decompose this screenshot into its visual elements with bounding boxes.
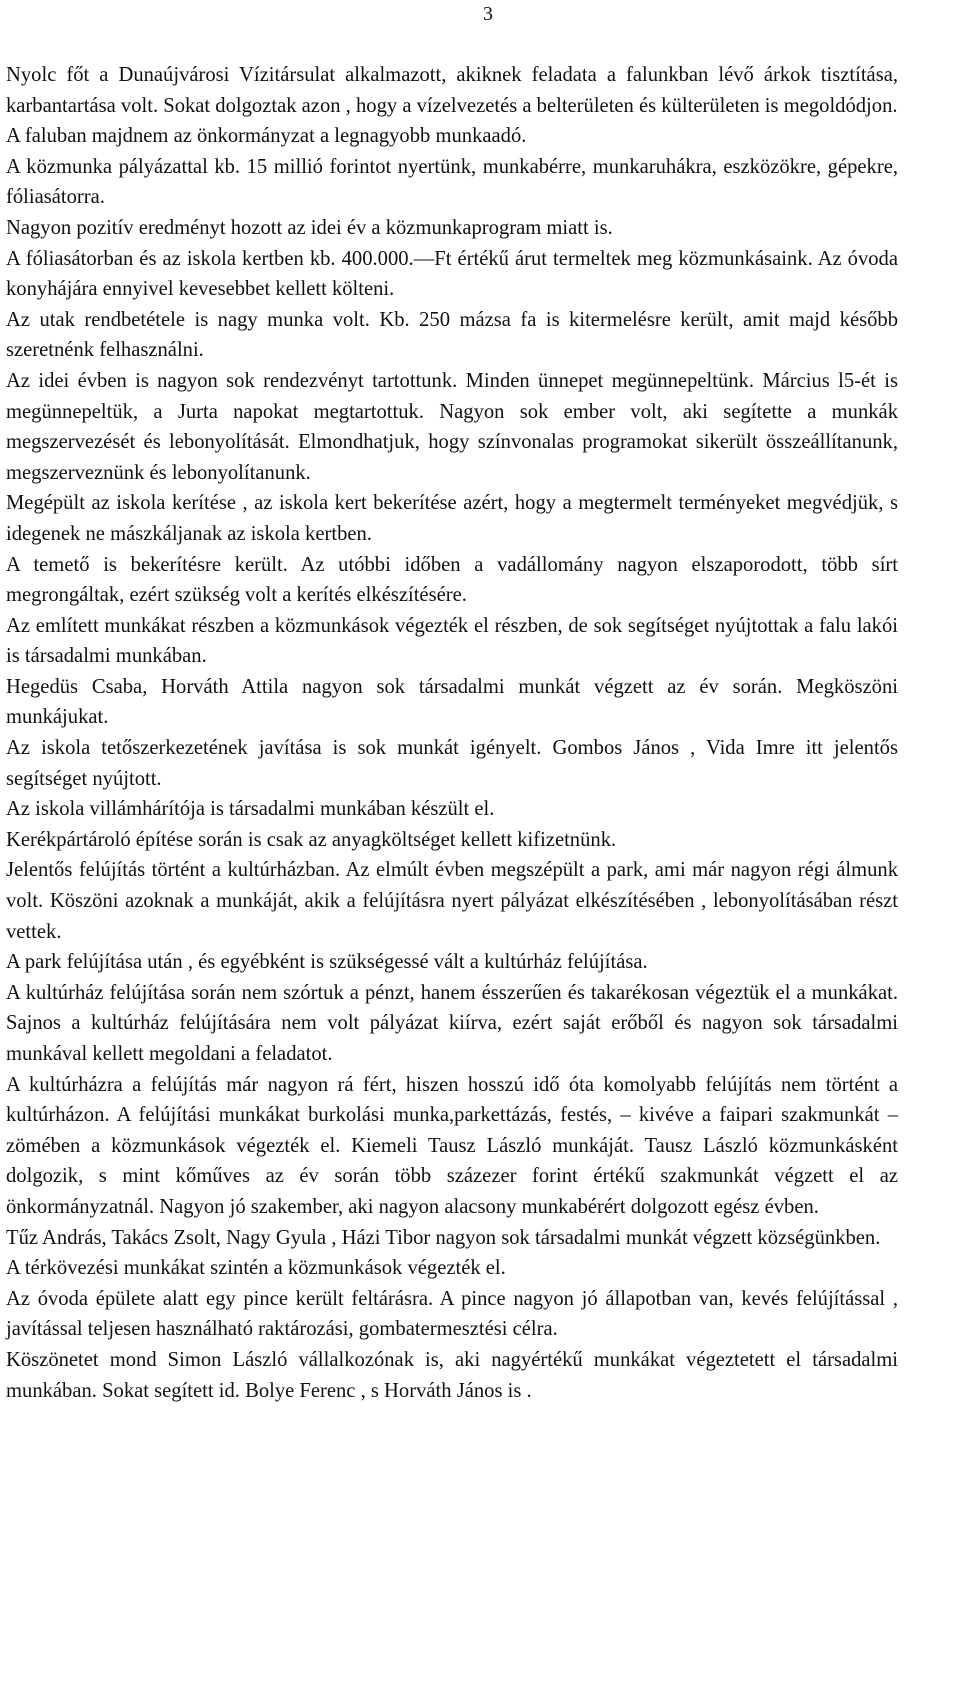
paragraph: Az óvoda épülete alatt egy pince került feltárásra. A pince nagyon jó állapotban van, kevés felújítással , javítással teljesen használható raktározási, gombatermesztési célra. [6, 1287, 898, 1341]
paragraph: A temető is bekerítésre került. Az utóbbi időben a vadállomány nagyon elszaporodott, több sírt megrongáltak, ezért szükség volt a kerítés elkészítésére. [6, 553, 898, 607]
paragraph: A térkövezési munkákat szintén a közmunkások végezték el. [6, 1257, 506, 1280]
paragraph: Jelentős felújítás történt a kultúrházban. Az elmúlt évben megszépült a park, ami már nagyon régi álmunk volt. Köszöni azoknak a munkáját, akik a felújításra nyert pályázat elkészítésében , lebonyolításában részt vettek. [6, 859, 898, 943]
paragraph: Nagyon pozitív eredményt hozott az idei év a közmunkaprogram miatt is. [6, 216, 613, 239]
paragraph: Nyolc főt a Dunaújvárosi Vízitársulat alkalmazott, akiknek feladata a falunkban lévő árkok tisztítása, karbantartása volt. Sokat dolgoztak azon , hogy a vízelvezetés a belterületen és külterületen is megoldódjon. [6, 64, 898, 117]
paragraph: Tűz András, Takács Zsolt, Nagy Gyula , Házi Tibor nagyon sok társadalmi munkát végzett községünkben. [6, 1226, 881, 1249]
paragraph: Hegedüs Csaba, Horváth Attila nagyon sok társadalmi munkát végzett az év során. Megköszöni munkájukat. [6, 675, 898, 729]
paragraph: A faluban majdnem az önkormányzat a legnagyobb munkaadó. [6, 125, 527, 148]
paragraph: Köszönetet mond Simon László vállalkozónak is, aki nagyértékű munkákat végeztetett el társadalmi munkában. Sokat segített id. Bolye Ferenc , s Horváth János is . [6, 1348, 898, 1402]
paragraph: Az utak rendbetétele is nagy munka volt. Kb. 250 mázsa fa is kitermelésre került, amit majd később szeretnénk felhasználni. [6, 308, 898, 362]
document-body [6, 60, 898, 1406]
paragraph: Az említett munkákat részben a közmunkások végezték el részben, de sok segítséget nyújtottak a falu lakói is társadalmi munkában. [6, 614, 898, 668]
paragraph: A kultúrházra a felújítás már nagyon rá fért, hiszen hosszú idő óta komolyabb felújítás nem történt a kultúrházon. A felújítási munkákat burkolási munka,parkettázás, festés, – kivéve a faipari szakmunkát – zömében a közmunkások végezték el. Kiemeli Tausz László munkáját. Tausz László közmunkásként dolgozik, s mint kőműves az év során több százezer forint értékű szakmunkát végzett el az önkormányzatnál. Nagyon jó szakember, aki nagyon alacsony munkabérért dolgozott egész évben. [6, 1073, 898, 1218]
paragraph: Megépült az iskola kerítése , az iskola kert bekerítése azért, hogy a megtermelt terményeket megvédjük, s idegenek ne mászkáljanak az iskola kertben. [6, 492, 898, 545]
paragraph: A kultúrház felújítása során nem szórtuk a pénzt, hanem ésszerűen és takarékosan végeztük el a munkákat. Sajnos a kultúrház felújítására nem volt pályázat kiírva, ezért saját erőből és nagyon sok társadalmi munkával kellett megoldani a feladatot. [6, 981, 898, 1065]
paragraph: Az idei évben is nagyon sok rendezvényt tartottunk. Minden ünnepet megünnepeltünk. Március l5-ét is megünnepeltük, a Jurta napokat megtartottuk. Nagyon sok ember volt, aki segítette a munkák megszervezését és lebonyolítását. Elmondhatjuk, hogy színvonalas programokat sikerült összeállítanunk, megszerveznünk és lebonyolítanunk. [6, 369, 898, 484]
page-number: 3 [483, 3, 493, 25]
paragraph: Kerékpártároló építése során is csak az anyagköltséget kellett kifizetnünk. [6, 828, 617, 851]
paragraph: Az iskola villámhárítója is társadalmi munkában készült el. [6, 798, 495, 821]
paragraph: A közmunka pályázattal kb. 15 millió forintot nyertünk, munkabérre, munkaruhákra, eszközökre, gépekre, fóliasátorra. [6, 155, 898, 209]
paragraph: A fóliasátorban és az iskola kertben kb. 400.000.—Ft értékű árut termeltek meg közmunkásaink. Az óvoda konyhájára ennyivel kevesebbet kellett költeni. [6, 247, 898, 301]
paragraph: A park felújítása után , és egyébként is szükségessé vált a kultúrház felújítása. [6, 951, 648, 974]
paragraph: Az iskola tetőszerkezetének javítása is sok munkát igényelt. Gombos János , Vida Imre itt jelentős segítséget nyújtott. [6, 737, 898, 790]
